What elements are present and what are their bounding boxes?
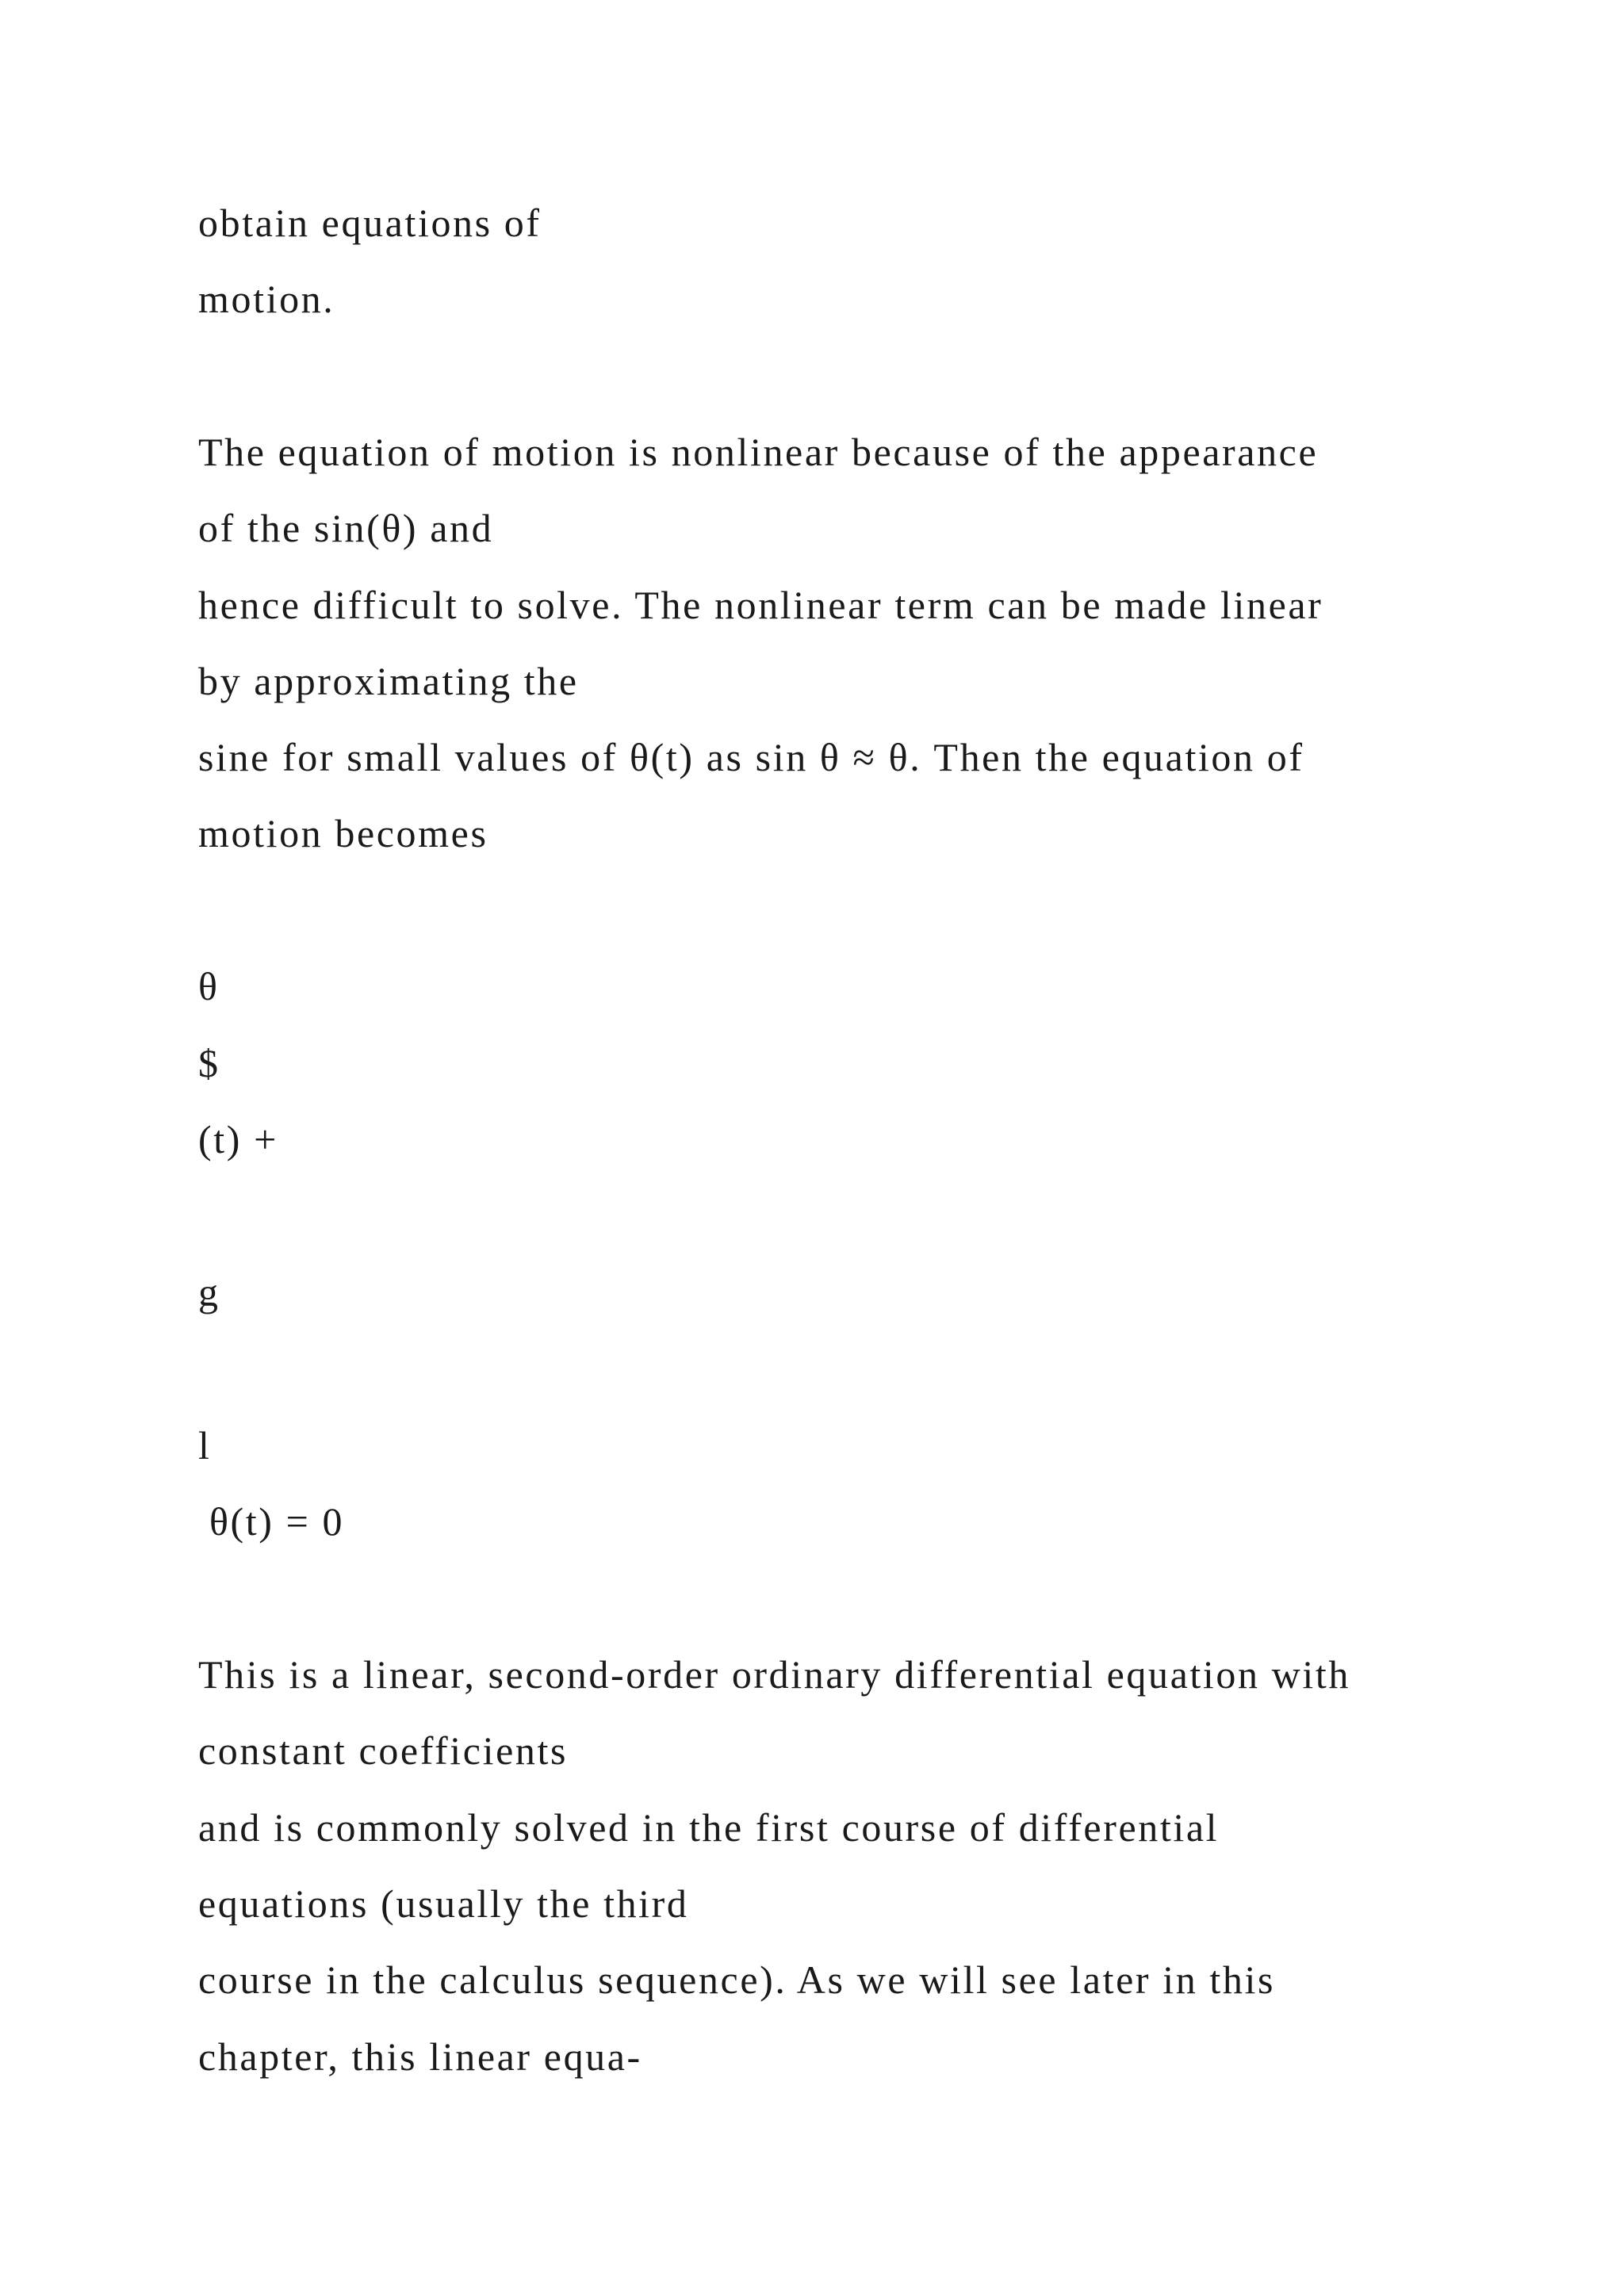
equation-fragment: g <box>198 1270 220 1314</box>
text-line: The equation of motion is nonlinear because of the appearance <box>198 430 1319 474</box>
equation-fragment: θ(t) = 0 <box>209 1499 345 1544</box>
equation-fragment: $ <box>198 1041 220 1085</box>
equation-fragment: l <box>198 1423 212 1468</box>
text-line: by approximating the <box>198 659 579 703</box>
text-line: of the sin(θ) and <box>198 506 494 550</box>
equation-fragment: (t) + <box>198 1117 278 1161</box>
text-line: obtain equations of <box>198 201 542 245</box>
equation-fragment: θ <box>198 964 220 1008</box>
text-line: equations (usually the third <box>198 1881 689 1926</box>
text-line: constant coefficients <box>198 1728 569 1773</box>
text-line: motion. <box>198 277 335 321</box>
text-line: hence difficult to solve. The nonlinear term can be made linear <box>198 583 1323 627</box>
text-line: and is commonly solved in the first course of differential <box>198 1805 1220 1850</box>
text-line: chapter, this linear equa- <box>198 2034 642 2079</box>
text-line: This is a linear, second-order ordinary differential equation with <box>198 1652 1350 1697</box>
text-line: course in the calculus sequence). As we will see later in this <box>198 1957 1276 2002</box>
text-line: motion becomes <box>198 811 488 855</box>
text-line: sine for small values of θ(t) as sin θ ≈ θ. Then the equation of <box>198 735 1304 779</box>
